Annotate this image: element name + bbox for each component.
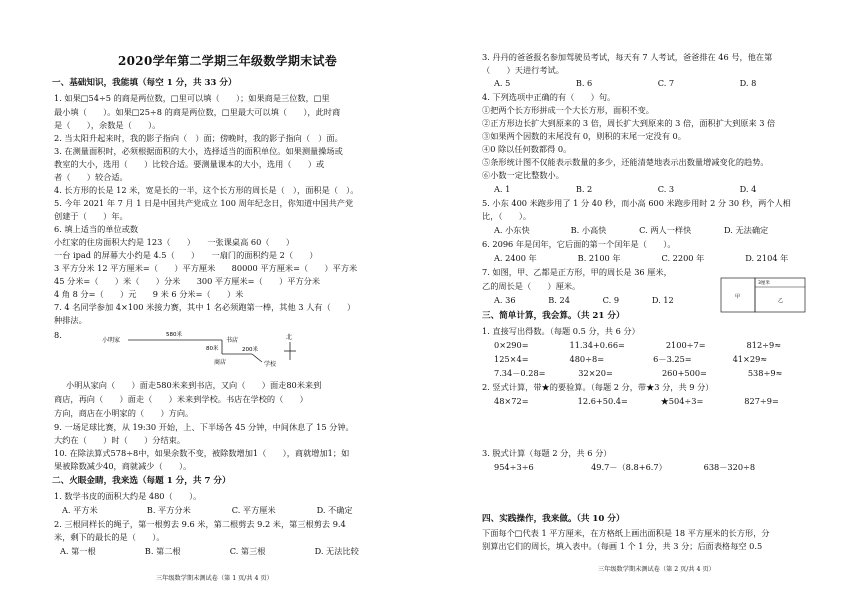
calc2-heading: 2. 竖式计算，带★的要验算。（每题 2 分，带★3 分，共 9 分） [482,382,714,392]
q8-line-1: 小明从家向（ ）面走580米来到书店，又向（ ）面走80米来到 [66,380,322,390]
mc2-question-2: 米，剩下的最长的是（ ）。 [54,532,165,542]
calc1-row-2: 125×4= 480÷8= 6－3.25= 41×29≈ [494,354,768,364]
page-title: 2020学年第二学期三年级数学期末试卷 [118,54,338,68]
mc4-statement-5: ⑤条形统计图不仅能表示数量的多少，还能清楚地表示出数量增减变化的趋势。 [482,157,769,167]
mc1-question: 1. 数学书皮的面积大约是 480（ ）。 [54,491,202,501]
mc4-question: 4. 下列选项中正确的有（ ）句。 [482,92,616,102]
q6-heading: 6. 填上适当的单位或数 [54,224,139,234]
section-3-heading: 三、简单计算，我会算。（共 21 分） [482,311,625,321]
calc1-row-3: 7.34－0.28= 32×20= 260+500= 538÷9≈ [494,368,783,378]
mc2-question-1: 2. 三根同样长的绳子，第一根剪去 9.6 米，第二根剪去 9.2 米，第三根剪去 9.4 [54,519,346,529]
section-1-heading: 一、基础知识，我能填（每空 1 分，共 33 分） [52,78,237,88]
mc2-options: A. 第一根 B. 第二根 C. 第三根 D. 无法比较 [60,546,359,556]
mc4-options: A. 1 B. 2 C. 3 D. 4 [494,184,757,194]
mc3-options: A. 5 B. 6 C. 7 D. 8 [494,78,757,88]
q6-line-2: 一台 ipad 的屏幕大小约是 4.5（ ） 一扇门的面积约是 2（ ） [54,250,318,260]
mc7-squares-figure [720,268,810,314]
practice-line-1: 下面每个□代表 1 平方厘米，在方格纸上画出面积是 18 平方厘米的长方形，分 [482,528,770,538]
mc5-line-1: 5. 小东 400 米跑步用了 1 分 40 秒，而小高 600 米跑步用时 2 分 30 秒，两个人相 [482,198,791,208]
calc3-row: 954÷3÷6 49.7－（8.8+6.7） 638－320÷8 [494,462,756,472]
bookstore-label: 书店 [226,337,239,344]
mc1-options: A. 平方米 B. 平方分米 C. 平方厘米 D. 不确定 [62,505,353,515]
home-label: 小明家 [102,337,121,344]
q6-line-1: 小红家的住房面积大约是 123（ ） 一张课桌高 60（ ） [54,237,295,247]
q8-line-2: 商店，再向（ ）面走（ ）米来到学校。书店在学校的（ ） [54,394,308,404]
calc2-row: 48×72= 12.6+50.4= ★504÷3= 827÷9= [494,396,779,406]
q9-line-2: 大约在（ ）时（ ）分结束。 [54,435,186,445]
jia-label: 甲 [735,294,741,300]
mc4-statement-2: ②正方形边长扩大到原来的 3 倍，周长扩大到原来的 3 倍，面积扩大到原来 3 倍 [482,118,776,128]
mc3-line-1: 3. 丹丹的爸爸报名参加驾驶员考试，每天有 7 人考试，爸爸排在 46 号，他在第 [482,52,773,62]
q1-line-3: 是（ ），余数是（ ）。 [54,120,161,130]
mc6-options: A. 2400 年 B. 2100 年 C. 2200 年 D. 2104 年 [494,253,789,263]
mc5-line-2: 比，（ ）。 [482,211,532,221]
mc4-statement-4: ④0 除以任何数都得 0。 [482,144,572,154]
q1-line-1: 1. 如果□54÷5 的商是两位数，□里可以填（ ）；如果商是三位数，□里 [54,93,330,103]
mc4-statement-3: ③如果两个因数的末尾没有 0，则积的末尾一定没有 0。 [482,131,686,141]
q5-line-2: 创建于（ ）年。 [54,211,128,221]
q6-line-5: 4 角 8 分=（ ）元 9 米 6 分米=（ ）米 [54,289,244,299]
q10-line-1: 10. 在除法算式578÷8中，如果余数不变，被除数增加1（ ），商就增加1；如 [54,448,350,458]
q1-line-2: 最小填（ ）。如果□25÷8 的商是两位数，□里最大可以填（ ），此时商 [54,107,341,117]
mc4-statement-1: ①把两个长方形拼成一个大长方形，面积不变。 [482,105,654,115]
side-label: 3厘米 [758,281,770,286]
distance-200: 200米 [242,347,258,353]
practice-line-2: 别算出它们的周长，填入表中。（每画 1 个 1 分，共 3 分；后面表格每空 0.5 [482,541,763,551]
mc3-line-2: （ ）天进行考试。 [482,65,564,75]
shop-label: 商店 [214,359,227,366]
north-label: 北 [286,334,293,341]
q8-line-3: 方向，商店在小明家的（ ）方向。 [54,408,194,418]
page-1-footer: 三年级数学期末测试卷（第 1 页/共 4 页） [156,575,273,582]
yi-label: 乙 [778,298,784,304]
distance-80: 80米 [206,346,219,352]
section-4-heading: 四、实践操作，我来做。（共 10 分） [482,514,625,524]
q8-label: 8. [54,330,62,340]
section-2-heading: 二、火眼金睛，我来选（每题 1 分，共 7 分） [52,476,231,486]
q5-line-1: 5. 今年 2021 年 7 月 1 日是中国共产党成立 100 周年纪念日，你知道中国共产党 [54,198,354,208]
q9-line-1: 9. 一场足球比赛，从 19:30 开始，上、下半场各 45 分钟，中间休息了 15 分钟。 [54,422,354,432]
q3-line-1: 3. 在测量面积时，必须根据面积的大小，选择适当的面积单位。如果测量操场或 [54,146,343,156]
q10-line-2: 果被除数减少40，商就减少（ ）。 [54,461,192,471]
q6-line-3: 3 平方分米 12 平方厘米=（ ）平方厘米 80000 平方厘米=（ ）平方米 [54,263,358,273]
q3-line-2: 教室的大小，选用（ ）比较合适。要测量课本的大小，选用（ ）或 [54,159,325,169]
mc7-options: A. 36 B. 24 C. 9 D. 12 [494,295,674,305]
calc3-heading: 3. 脱式计算（每题 2 分，共 6 分） [482,448,612,458]
distance-580: 580米 [166,332,182,338]
q7-line-1: 7. 4 名同学参加 4×100 米接力赛，其中 1 名必须跑第一棒，其他 3 人有（ ） [54,302,356,312]
mc6-question: 6. 2096 年是闰年，它后面的第一个闰年是（ ）。 [482,239,676,249]
q2-line: 2. 当太阳升起来时，我的影子指向（ ）面；傍晚时，我的影子指向（ ）面。 [54,133,343,143]
q7-line-2: 种排法。 [54,315,87,325]
page-2-footer: 三年级数学期末测试卷（第 2 页/共 4 页） [598,566,715,573]
q8-route-diagram [102,328,312,370]
calc1-row-1: 0×290= 11.34+0.66= 2100÷7= 812÷9≈ [494,340,782,350]
q6-line-4: 45 分米=（ ）米（ ）分米 300 平方厘米=（ ）平方分米 [54,276,321,286]
mc4-statement-6: ⑥小数一定比整数小。 [482,170,564,180]
school-label: 学校 [264,361,277,368]
q4-line: 4. 长方形的长是 12 米，宽是长的一半，这个长方形的周长是（ ），面积是（ ）。 [54,185,359,195]
mc7-line-2: 乙的周长是（ ）厘米。 [482,281,581,291]
mc7-line-1: 7. 如图，甲、乙都是正方形，甲的周长是 36 厘米， [482,267,672,277]
calc1-heading: 1. 直接写出得数。（每题 0.5 分，共 6 分） [482,326,640,336]
mc5-options: A. 小东快 B. 小高快 C. 两人一样快 D. 无法确定 [494,225,769,235]
q3-line-3: 者（ ）较合适。 [54,172,128,182]
